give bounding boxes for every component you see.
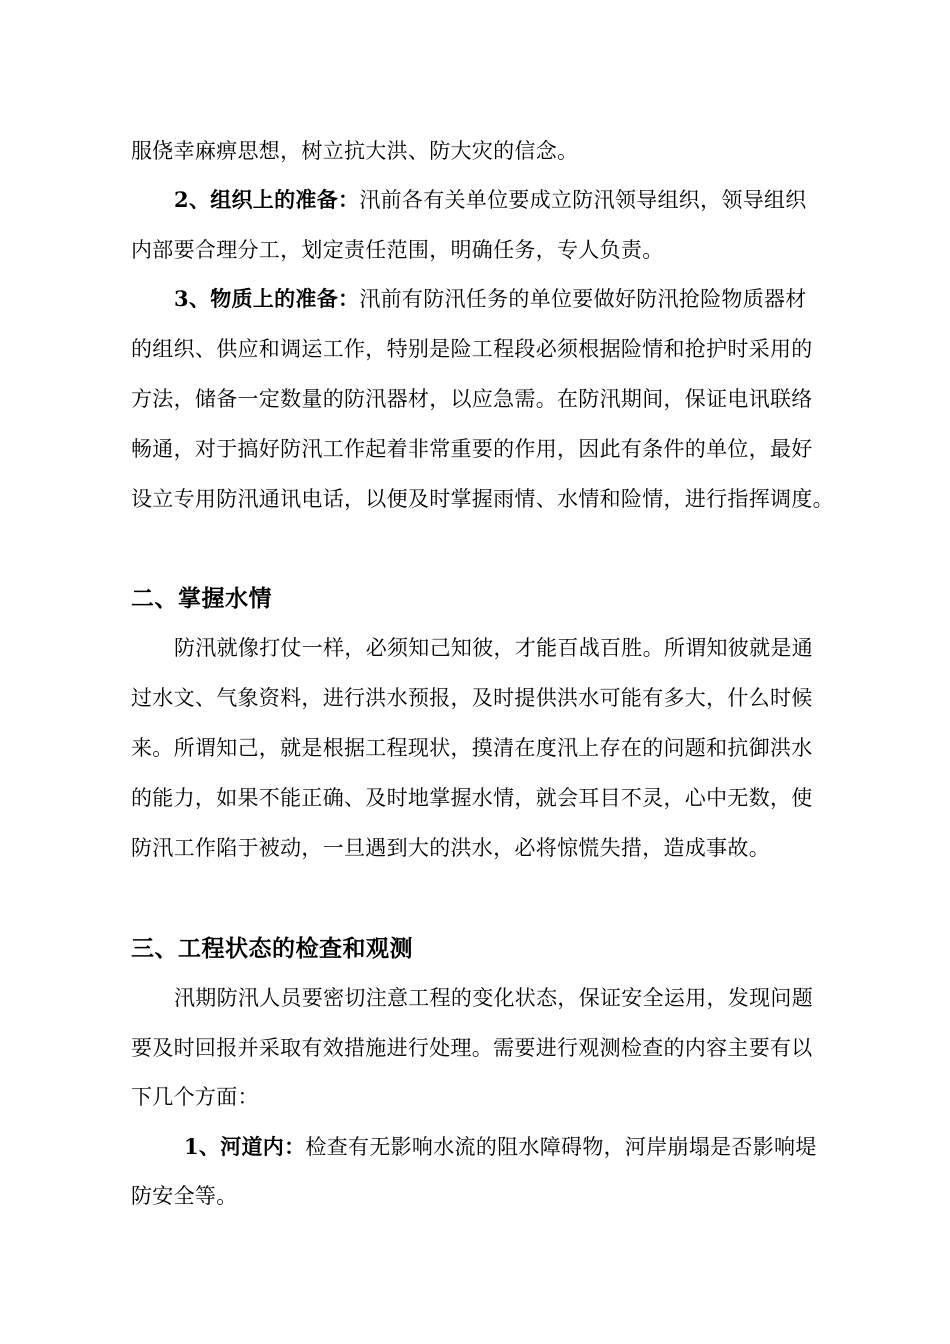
paragraph-line: 服侥幸麻痹思想，树立抗大洪、防大灾的信念。	[131, 139, 579, 163]
item-text: 汛前各有关单位要成立防汛领导组织，领导组织	[359, 188, 807, 212]
paragraph-line: 要及时回报并采取有效措施进行处理。需要进行观测检查的内容主要有以	[131, 1036, 813, 1060]
paragraph-line: 设立专用防汛通讯电话，以便及时掌握雨情、水情和险情，进行指挥调度。	[131, 487, 834, 511]
paragraph-line: 防安全等。	[131, 1184, 238, 1208]
paragraph-line: 下几个方面：	[131, 1085, 259, 1109]
paragraph-line	[184, 1132, 817, 1162]
paragraph-line: 防汛就像打仗一样，必须知己知彼，才能百战百胜。所谓知彼就是通	[174, 636, 813, 660]
section-heading: 二、掌握水情	[131, 585, 272, 612]
paragraph-line: 防汛工作陷于被动，一旦遇到大的洪水，必将惊慌失措，造成事故。	[131, 836, 770, 860]
item-text: 检查有无影响水流的阻水障碍物，河岸崩塌是否影响堤	[305, 1135, 817, 1159]
paragraph-line: 方法，储备一定数量的防汛器材，以应急需。在防汛期间，保证电讯联络	[131, 387, 813, 411]
paragraph-line: 的能力，如果不能正确、及时地掌握水情，就会耳目不灵，心中无数，使	[131, 786, 813, 810]
paragraph-line: 畅通，对于搞好防汛工作起着非常重要的作用，因此有条件的单位，最好	[131, 437, 813, 461]
item-label: 2、组织上的准备：	[174, 187, 360, 212]
paragraph-line: 汛期防汛人员要密切注意工程的变化状态，保证安全运用，发现问题	[174, 986, 813, 1010]
paragraph-line: 的组织、供应和调运工作，特别是险工程段必须根据险情和抢护时采用的	[131, 337, 813, 361]
paragraph-line	[174, 185, 807, 215]
section-heading: 三、工程状态的检查和观测	[131, 935, 413, 962]
paragraph-line: 过水文、气象资料，进行洪水预报，及时提供洪水可能有多大，什么时候	[131, 686, 813, 710]
item-label: 1、河道内：	[184, 1134, 306, 1159]
item-label: 3、物质上的准备：	[174, 286, 360, 311]
paragraph-line: 内部要合理分工，划定责任范围，明确任务，专人负责。	[131, 238, 664, 262]
paragraph-line: 来。所谓知己，就是根据工程现状，摸清在度汛上存在的问题和抗御洪水	[131, 736, 813, 760]
paragraph-line	[174, 284, 807, 314]
item-text: 汛前有防汛任务的单位要做好防汛抢险物质器材	[359, 287, 807, 311]
